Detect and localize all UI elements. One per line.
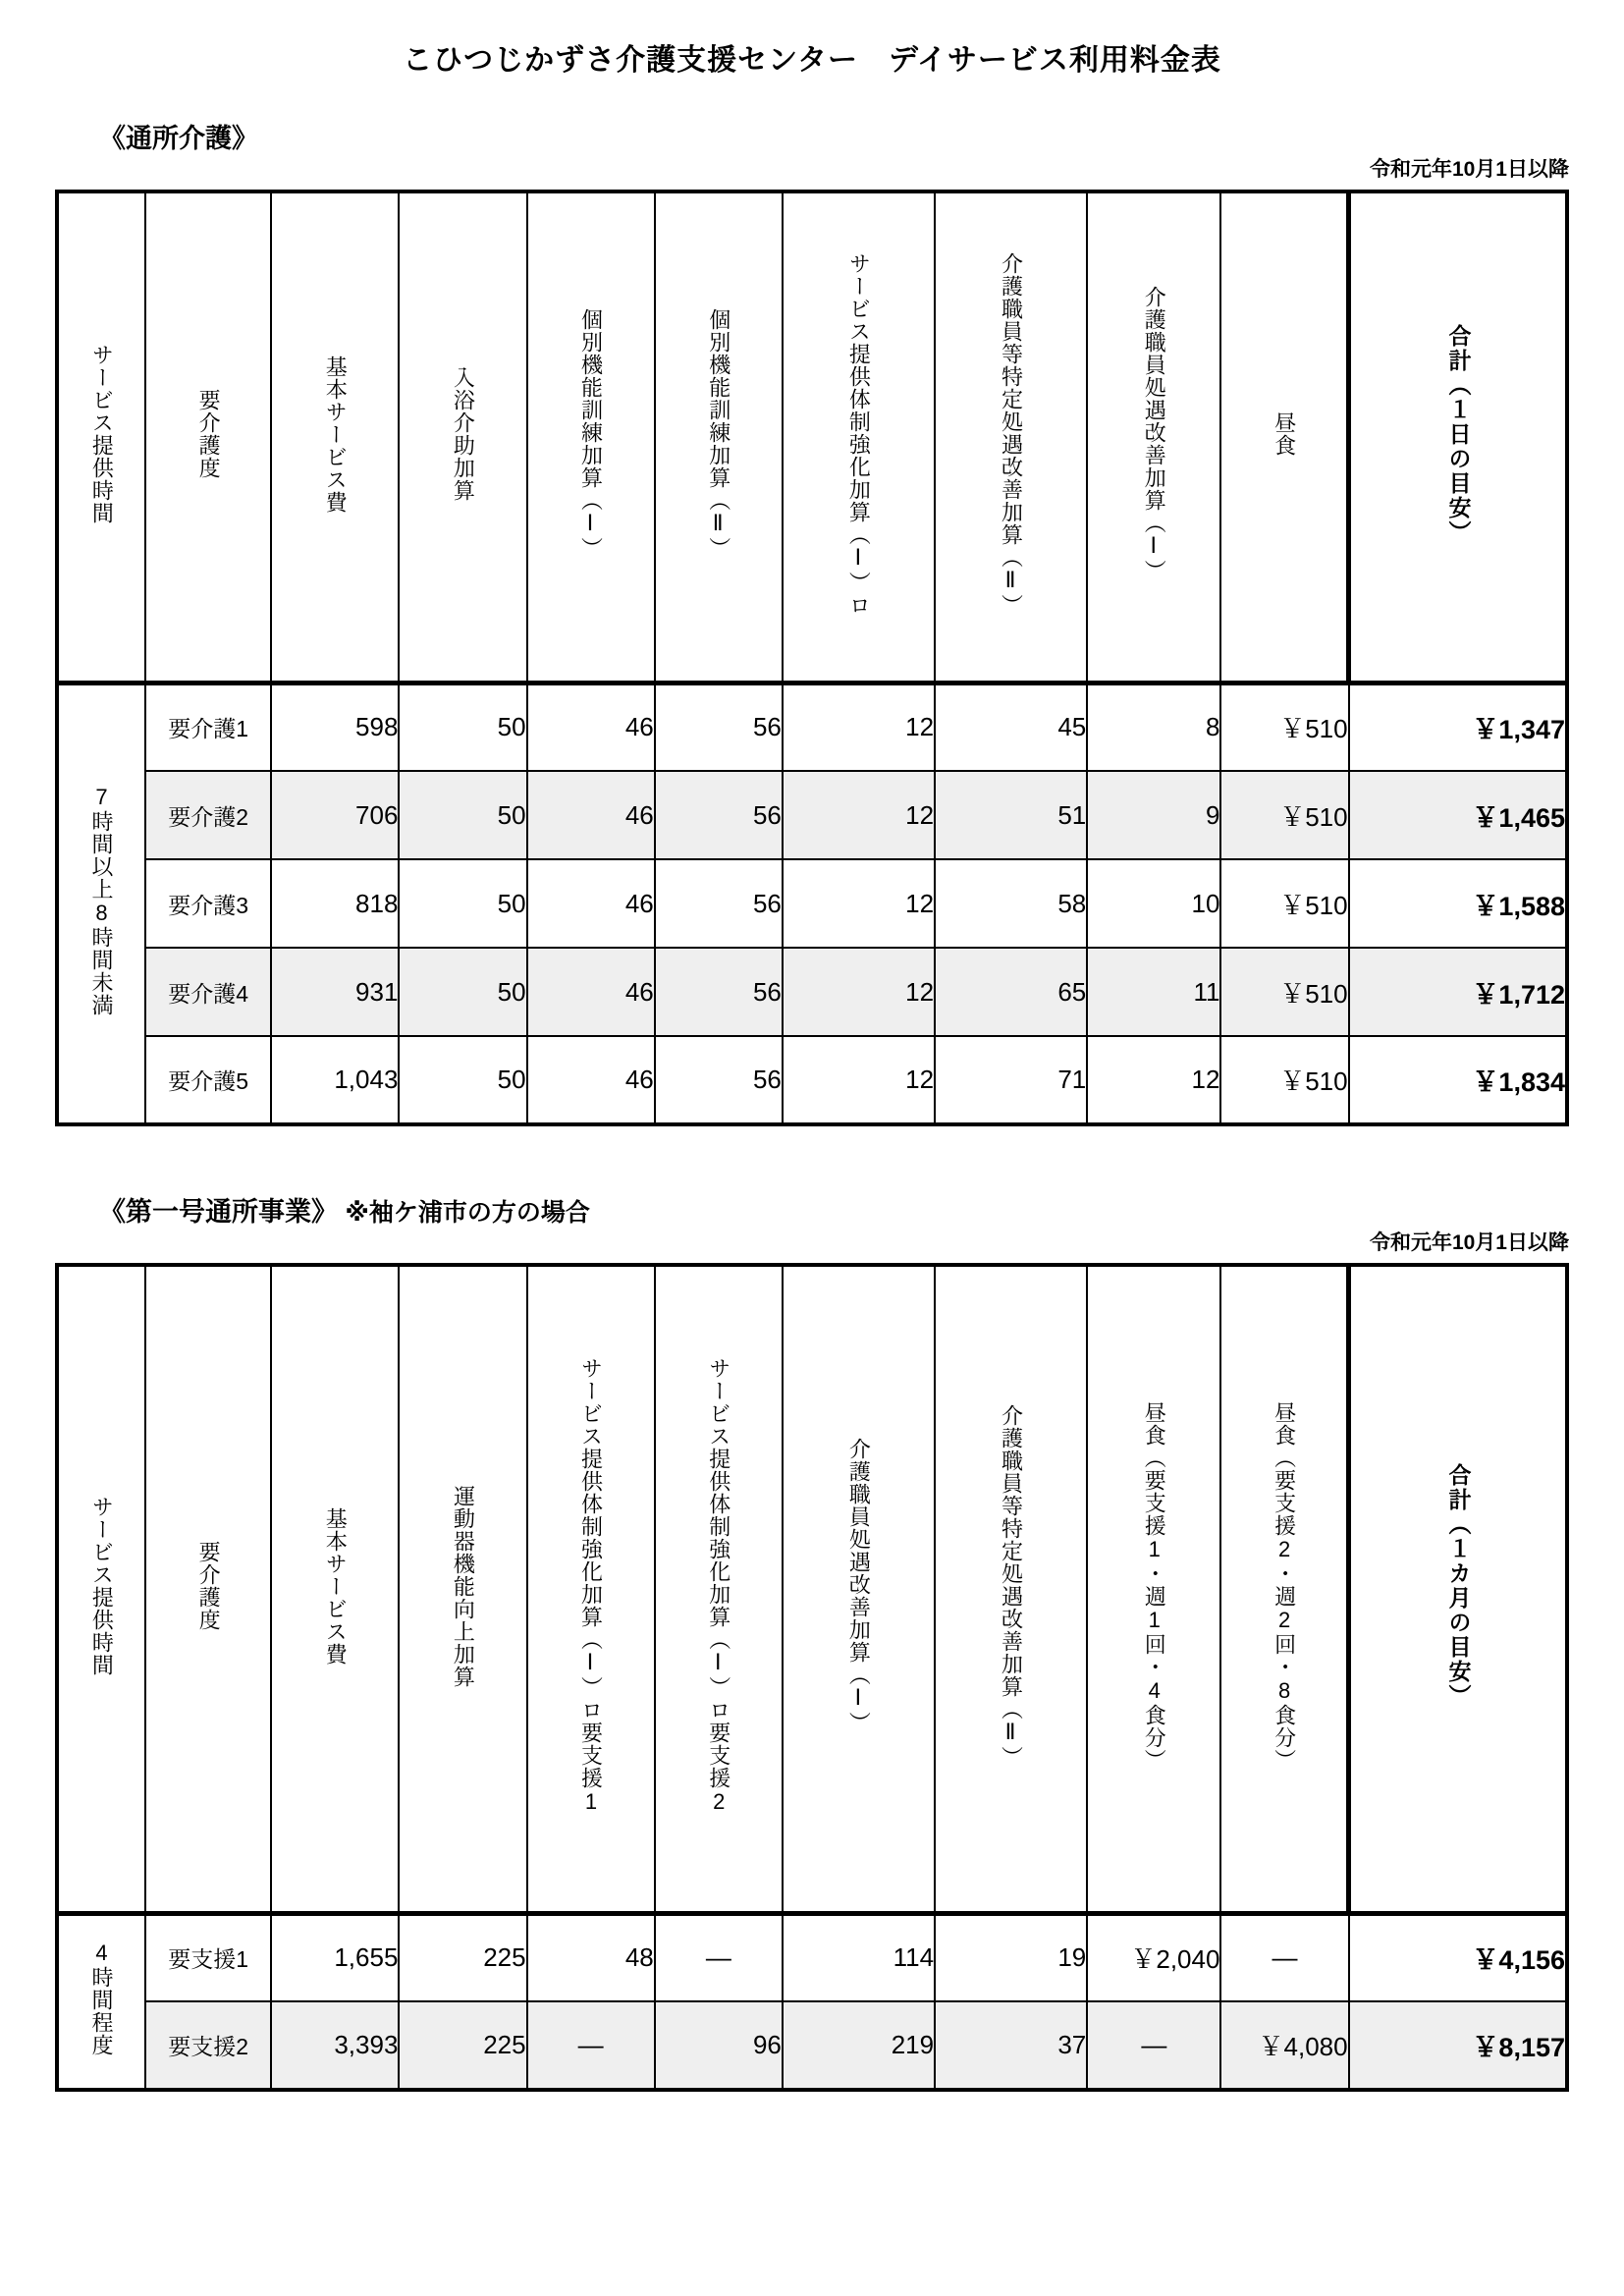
cell-total: ￥4,156 (1349, 1913, 1567, 2001)
col-header-specific-treatment-improvement: 介護職員等特定処遇改善加算（Ⅱ） (935, 191, 1087, 683)
cell-staff-treatment: 9 (1087, 771, 1220, 859)
cell-basic-fee: 706 (271, 771, 399, 859)
cell-staff-treatment: 114 (783, 1913, 935, 2001)
section-spacer (55, 1126, 1569, 1152)
row-group-service-time-2: 4時間程度 (57, 1913, 145, 2090)
cell-strengthening-support2: — (655, 1913, 783, 2001)
col-header-care-level: 要介護度 (145, 1265, 271, 1913)
cell-specific-treatment: 58 (935, 859, 1087, 948)
cell-total: ￥1,465 (1349, 771, 1567, 859)
table-row (57, 948, 1567, 1036)
cell-total: ￥1,712 (1349, 948, 1567, 1036)
cell-specific-treatment: 51 (935, 771, 1087, 859)
cell-basic-fee: 598 (271, 683, 399, 771)
cell-strengthening-support2: 96 (655, 2001, 783, 2090)
table-row (57, 771, 1567, 859)
cell-total: ￥1,588 (1349, 859, 1567, 948)
col-header-basic-service-fee: 基本サービス費 (271, 191, 399, 683)
cell-care-level: 要介護4 (145, 948, 271, 1036)
table-row (57, 2001, 1567, 2090)
cell-strengthening-support1: 48 (527, 1913, 655, 2001)
cell-total: ￥1,834 (1349, 1036, 1567, 1124)
cell-staff-treatment: 11 (1087, 948, 1220, 1036)
cell-care-level: 要介護1 (145, 683, 271, 771)
cell-basic-fee: 1,043 (271, 1036, 399, 1124)
col-header-total-monthly: 合計（１カ月の目安） (1349, 1265, 1567, 1913)
table2-header-row (57, 1265, 1567, 1913)
cell-care-level: 要支援2 (145, 2001, 271, 2090)
cell-care-level: 要介護2 (145, 771, 271, 859)
cell-bathing: 50 (399, 771, 526, 859)
section-label-text: 《第一号通所事業》 (99, 1197, 339, 1227)
cell-exercise-function: 225 (399, 2001, 526, 2090)
cell-training-1: 46 (527, 859, 655, 948)
cell-lunch: ￥510 (1220, 859, 1348, 948)
cell-training-2: 56 (655, 683, 783, 771)
cell-specific-treatment: 45 (935, 683, 1087, 771)
cell-lunch-support1: ￥2,040 (1087, 1913, 1220, 2001)
cell-training-1: 46 (527, 683, 655, 771)
cell-training-2: 56 (655, 771, 783, 859)
cell-specific-treatment: 65 (935, 948, 1087, 1036)
cell-training-2: 56 (655, 859, 783, 948)
cell-exercise-function: 225 (399, 1913, 526, 2001)
table-row (57, 1913, 1567, 2001)
col-header-basic-service-fee: 基本サービス費 (271, 1265, 399, 1913)
col-header-service-system-strengthening: サービス提供体制強化加算（Ⅰ）ロ (783, 191, 935, 683)
cell-specific-treatment: 71 (935, 1036, 1087, 1124)
section-label-tsusho-kaigo (55, 86, 258, 186)
col-header-specific-treatment-improvement: 介護職員等特定処遇改善加算（Ⅱ） (935, 1265, 1087, 1913)
section-label-daiichigo-tsusho (55, 1160, 590, 1259)
cell-lunch-support1: — (1087, 2001, 1220, 2090)
cell-lunch: ￥510 (1220, 1036, 1348, 1124)
cell-training-1: 46 (527, 771, 655, 859)
cell-specific-treatment: 19 (935, 1913, 1087, 2001)
col-header-bathing-assist: 入浴介助加算 (399, 191, 526, 683)
section-note: ※袖ケ浦市の方の場合 (345, 1199, 590, 1227)
cell-lunch: ￥510 (1220, 948, 1348, 1036)
page-title: こひつじかずさ介護支援センター デイサービス利用料金表 (403, 44, 1221, 77)
section-header-tsusho-kaigo (55, 86, 1569, 186)
cell-lunch: ￥510 (1220, 771, 1348, 859)
col-header-service-time: サービス提供時間 (57, 1265, 145, 1913)
cell-specific-treatment: 37 (935, 2001, 1087, 2090)
cell-bathing: 50 (399, 948, 526, 1036)
cell-system-strengthening: 12 (783, 771, 935, 859)
cell-basic-fee: 1,655 (271, 1913, 399, 2001)
col-header-service-time: サービス提供時間 (57, 191, 145, 683)
cell-basic-fee: 931 (271, 948, 399, 1036)
cell-lunch: ￥510 (1220, 683, 1348, 771)
cell-training-2: 56 (655, 1036, 783, 1124)
cell-staff-treatment: 12 (1087, 1036, 1220, 1124)
section-header-daiichigo-tsusho (55, 1160, 1569, 1259)
col-header-staff-treatment-improvement: 介護職員処遇改善加算（Ⅰ） (783, 1265, 935, 1913)
col-header-total-daily: 合計（１日の目安） (1349, 191, 1567, 683)
cell-staff-treatment: 10 (1087, 859, 1220, 948)
fee-table-tsusho-kaigo (55, 190, 1569, 1126)
col-header-service-system-strengthening-support1: サービス提供体制強化加算（Ⅰ）ロ要支援1 (527, 1265, 655, 1913)
cell-basic-fee: 818 (271, 859, 399, 948)
col-header-staff-treatment-improvement: 介護職員処遇改善加算（Ⅰ） (1087, 191, 1220, 683)
cell-training-2: 56 (655, 948, 783, 1036)
cell-training-1: 46 (527, 1036, 655, 1124)
cell-lunch-support2: ￥4,080 (1220, 2001, 1348, 2090)
cell-strengthening-support1: — (527, 2001, 655, 2090)
col-header-service-system-strengthening-support2: サービス提供体制強化加算（Ⅰ）ロ要支援2 (655, 1265, 783, 1913)
row-group-service-time-1: 7時間以上8時間未満 (57, 683, 145, 1124)
cell-basic-fee: 3,393 (271, 2001, 399, 2090)
col-header-care-level: 要介護度 (145, 191, 271, 683)
cell-bathing: 50 (399, 859, 526, 948)
cell-staff-treatment: 219 (783, 2001, 935, 2090)
cell-staff-treatment: 8 (1087, 683, 1220, 771)
cell-system-strengthening: 12 (783, 859, 935, 948)
col-header-individual-training-1: 個別機能訓練加算（Ⅰ） (527, 191, 655, 683)
col-header-lunch-support2: 昼食（要支援2・週2回・8食分） (1220, 1265, 1348, 1913)
table-row (57, 859, 1567, 948)
cell-training-1: 46 (527, 948, 655, 1036)
col-header-lunch-support1: 昼食（要支援1・週1回・4食分） (1087, 1265, 1220, 1913)
cell-bathing: 50 (399, 683, 526, 771)
cell-total: ￥8,157 (1349, 2001, 1567, 2090)
cell-lunch-support2: — (1220, 1913, 1348, 2001)
cell-system-strengthening: 12 (783, 948, 935, 1036)
table1-header-row (57, 191, 1567, 683)
fee-table-daiichigo-tsusho (55, 1263, 1569, 2092)
cell-total: ￥1,347 (1349, 683, 1567, 771)
cell-care-level: 要介護3 (145, 859, 271, 948)
col-header-individual-training-2: 個別機能訓練加算（Ⅱ） (655, 191, 783, 683)
col-header-lunch: 昼食 (1220, 191, 1348, 683)
cell-care-level: 要支援1 (145, 1913, 271, 2001)
cell-system-strengthening: 12 (783, 683, 935, 771)
cell-system-strengthening: 12 (783, 1036, 935, 1124)
section-label-text: 《通所介護》 (99, 124, 259, 153)
table-row (57, 1036, 1567, 1124)
cell-bathing: 50 (399, 1036, 526, 1124)
col-header-exercise-function-improvement: 運動器機能向上加算 (399, 1265, 526, 1913)
table-row (57, 683, 1567, 771)
section-date-daiichigo-tsusho: 令和元年10月1日以降 (1369, 1231, 1569, 1254)
section-date-tsusho-kaigo: 令和元年10月1日以降 (1369, 158, 1569, 181)
cell-care-level: 要介護5 (145, 1036, 271, 1124)
